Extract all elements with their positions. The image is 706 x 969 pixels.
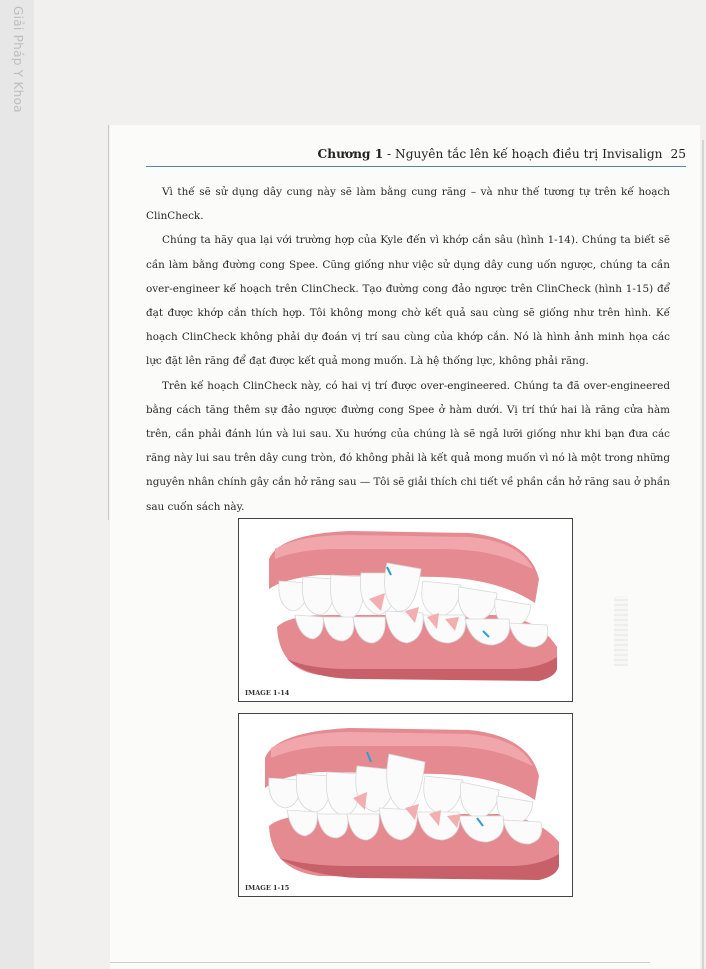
page-edge-right bbox=[702, 140, 704, 969]
paragraph-3: Trên kế hoạch ClinCheck này, có hai vị trí được over-engineered. Chúng ta đã over-engineered bằng cách tăng thêm sự đảo ngược đường cong Spee ở hàm dưới. Vị trí thứ hai là răng cửa hàm trên, cần phải đánh lún và lui sau. Xu hướng của chúng là sẽ ngả lưỡi giống như khi bạn đưa các răng này lui sau trên dây cung tròn, đó không phải là kết quả mong muốn vì nó là một trong những nguyên nhân chính gây cắn hở răng sau — Tôi sẽ giải thích chi tiết về phần cắn hở răng sau ở phần sau cuốn sách này. bbox=[146, 379, 670, 513]
bottom-rule bbox=[110, 962, 650, 963]
figure-image-1-14 bbox=[238, 518, 573, 702]
dental-model-illustration bbox=[239, 519, 572, 701]
figure-image-1-15 bbox=[238, 713, 573, 897]
scan-smudge bbox=[614, 596, 628, 666]
watermark-text: Giải Pháp Y Khoa bbox=[11, 6, 25, 113]
figure-caption: IMAGE 1-14 bbox=[245, 689, 290, 697]
dental-model-illustration bbox=[239, 714, 572, 896]
chapter-label: Chương 1 bbox=[317, 147, 384, 161]
body-text bbox=[146, 180, 670, 519]
chapter-title: - Nguyên tắc lên kế hoạch điều trị Invisalign bbox=[383, 147, 663, 161]
paragraph-2: Chúng ta hãy qua lại với trường hợp của Kyle đến vì khớp cắn sâu (hình 1-14). Chúng ta biết sẽ cần làm bằng đường cong Spee. Cũng giống như việc sử dụng dây cung uốn ngược, chúng ta cần over-engineer kế hoạch trên ClinCheck. Tạo đường cong đảo ngược trên ClinCheck (hình 1-15) để đạt được khớp cắn thích hợp. Tôi không mong chờ kết quả sau cùng sẽ giống như trên hình. Kế hoạch ClinCheck không phải dự đoán vị trí sau cùng của khớp cắn. Nó là hình ảnh minh họa các lực đặt lên răng để đạt được kết quả mong muốn. Là hệ thống lực, không phải răng. bbox=[146, 234, 670, 368]
figure-caption: IMAGE 1-15 bbox=[245, 884, 290, 892]
header-rule bbox=[146, 166, 686, 167]
running-header bbox=[146, 147, 686, 165]
left-sidebar bbox=[0, 0, 34, 969]
paragraph-1: Vì thế sẽ sử dụng dây cung này sẽ làm bằng cung răng – và như thế tương tự trên kế hoạch ClinCheck. bbox=[146, 186, 670, 223]
page-edge-left bbox=[108, 125, 109, 520]
page-number: 25 bbox=[670, 147, 686, 161]
